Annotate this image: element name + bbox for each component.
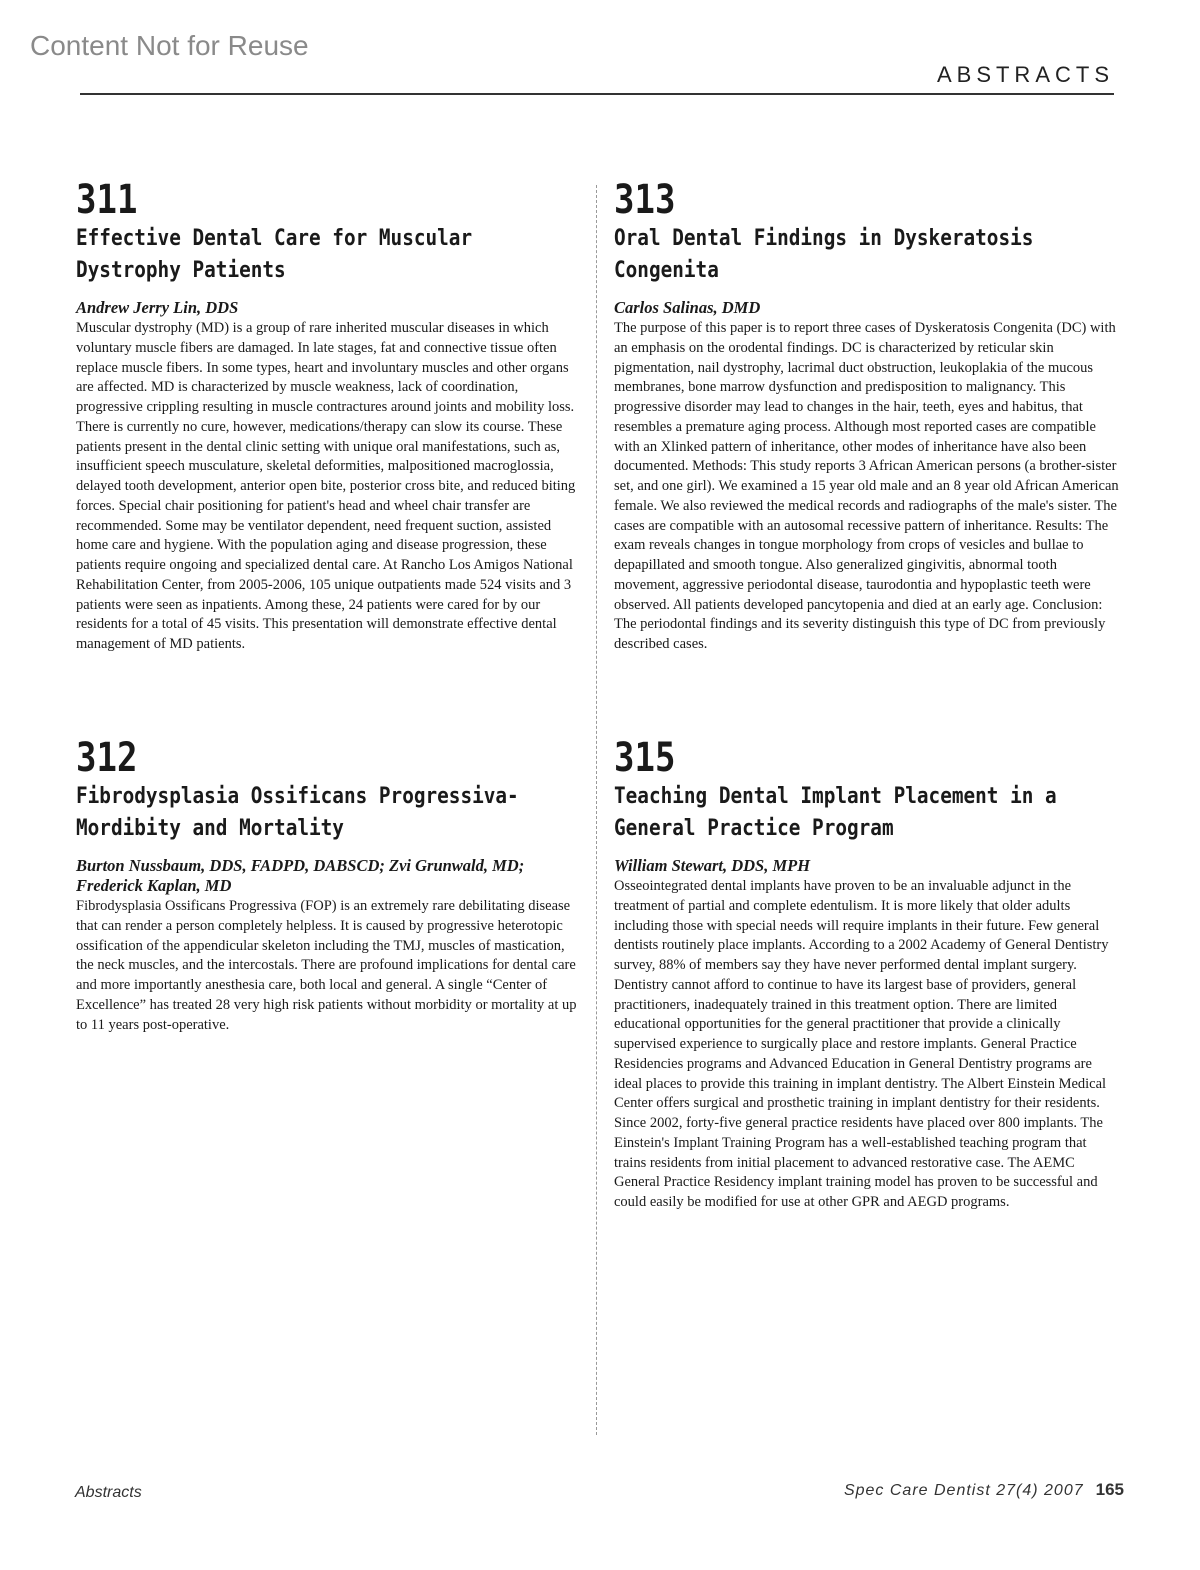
abstract-body: The purpose of this paper is to report three cases of Dyskeratosis Congenita (DC) with an emphasis on the orodental findings. DC is characterized by reticular skin pigmentation, nail dystrophy, lacrimal duct obstruction, leukoplakia of the mucous membranes, bone marrow dysfunction and predisposition to malignancy. This progressive disorder may lead to changes in the hair, teeth, eyes and habitus, that resembles a premature aging process. Although most reported cases are compatible with an Xlinked pattern of inheritance, other modes of inheritance have also been documented. Methods: This study reports 3 African American persons (a brother-sister set, and one girl). We examined a 15 year old male and an 8 year old African American female. We also reviewed the medical records and radiographs of the male's sister. The cases are compatible with an autosomal recessive pattern of inheritance. Results: The exam reveals changes in tongue morphology from crops of vesicles and bullae to depapillated and smooth tongue. Also generalized gingivitis, abnormal tooth movement, aggressive periodontal disease, taurodontia and hypoplastic teeth were observed. All patients developed pancytopenia and died at an early age. Conclusion: The periodontal findings and its severity distinguish this type of DC from previously described cases.	[614, 320, 1119, 652]
abstract-315	[614, 736, 1122, 1213]
column-divider	[596, 185, 597, 1435]
abstract-number: 315	[614, 735, 676, 781]
abstract-number: 311	[76, 177, 138, 223]
footer-journal: Spec Care Dentist 27(4) 2007	[843, 1482, 1084, 1499]
abstract-body: Osseointegrated dental implants have proven to be an invaluable adjunct in the treatment of partial and complete edentulism. It is more likely that older adults including those with special needs will require implants in their future. Few general dentists routinely place implants. According to a 2002 Academy of General Dentistry survey, 88% of members say they have never performed dental implant surgery. Dentistry cannot afford to continue to have its largest base of providers, general practitioners, inadequately trained in this treatment option. There are limited educational opportunities for the general practitioner that provide a clinically supervised experience to surgically place and restore implants. General Practice Residencies programs and Advanced Education in General Dentistry programs are ideal places to provide this training in implant dentistry. The Albert Einstein Medical Center offers surgical and prosthetic training in implant dentistry for their residents. Since 2002, forty-five general practice residents have placed over 800 implants. The Einstein's Implant Training Program has a well-established teaching program that trains residents from initial placement to advanced restorative case. The AEMC General Practice Residency implant training model has proven to be successful and could easily be modified for use at other GPR and AEGD programs.	[614, 878, 1109, 1210]
abstract-authors: Andrew Jerry Lin, DDS	[76, 298, 239, 317]
abstract-title: Teaching Dental Implant Placement in a General Practice Program	[614, 783, 1057, 841]
abstract-312	[76, 736, 580, 1035]
abstract-number: 312	[76, 735, 138, 781]
footer-citation	[844, 1480, 1124, 1500]
footer-section-label: Abstracts	[75, 1484, 142, 1501]
abstract-number: 313	[614, 177, 676, 223]
watermark: Content Not for Reuse	[30, 30, 309, 61]
abstract-title: Effective Dental Care for Muscular Dystrophy Patients	[76, 225, 473, 283]
abstract-313	[614, 178, 1122, 655]
abstract-authors: William Stewart, DDS, MPH	[614, 856, 811, 875]
abstract-title: Fibrodysplasia Ossificans Progressiva-Mordibity and Mortality	[76, 783, 519, 841]
abstract-title: Oral Dental Findings in Dyskeratosis Congenita	[614, 225, 1034, 283]
abstract-311	[76, 178, 580, 655]
abstract-authors: Carlos Salinas, DMD	[614, 298, 761, 317]
abstract-authors: Burton Nussbaum, DDS, FADPD, DABSCD; Zvi Grunwald, MD; Frederick Kaplan, MD	[76, 856, 525, 895]
section-header: ABSTRACTS	[936, 62, 1114, 87]
abstract-body: Muscular dystrophy (MD) is a group of rare inherited muscular diseases in which voluntary muscle fibers are damaged. In late stages, fat and connective tissue often replace muscle fibers. In some types, heart and involuntary muscles and other organs are affected. MD is characterized by muscle weakness, lack of coordination, progressive crippling resulting in muscle contractures around joints and mobility loss. There is currently no cure, however, medications/therapy can slow its course. These patients present in the dental clinic setting with unique oral manifestations, such as, insufficient speech musculature, skeletal deformities, malpositioned macroglossia, delayed tooth development, anterior open bite, posterior cross bite, and reduced biting forces. Special chair positioning for patient's head and wheel chair transfer are recommended. Some may be ventilator dependent, need frequent suction, assisted home care and hygiene. With the population aging and disease progression, these patients require ongoing and specialized dental care. At Rancho Los Amigos National Rehabilitation Center, from 2005-2006, 105 unique outpatients made 524 visits and 3 patients were seen as inpatients. Among these, 24 patients were cared for by our residents for a total of 45 visits. This presentation will demonstrate effective dental management of MD patients.	[76, 320, 576, 652]
header-rule	[80, 93, 1114, 95]
page-number: 165	[1095, 1480, 1124, 1499]
abstract-body: Fibrodysplasia Ossificans Progressiva (FOP) is an extremely rare debilitating disease that can render a person completely helpless. It is caused by progressive heterotopic ossification of the appendicular skeleton including the TMJ, muscles of mastication, the neck muscles, and the intercostals. There are profound implications for dental care and more importantly anesthesia care, both local and general. A single “Center of Excellence” has treated 28 very high risk patients without morbidity or mortality at up to 11 years post-operative.	[76, 898, 577, 1033]
